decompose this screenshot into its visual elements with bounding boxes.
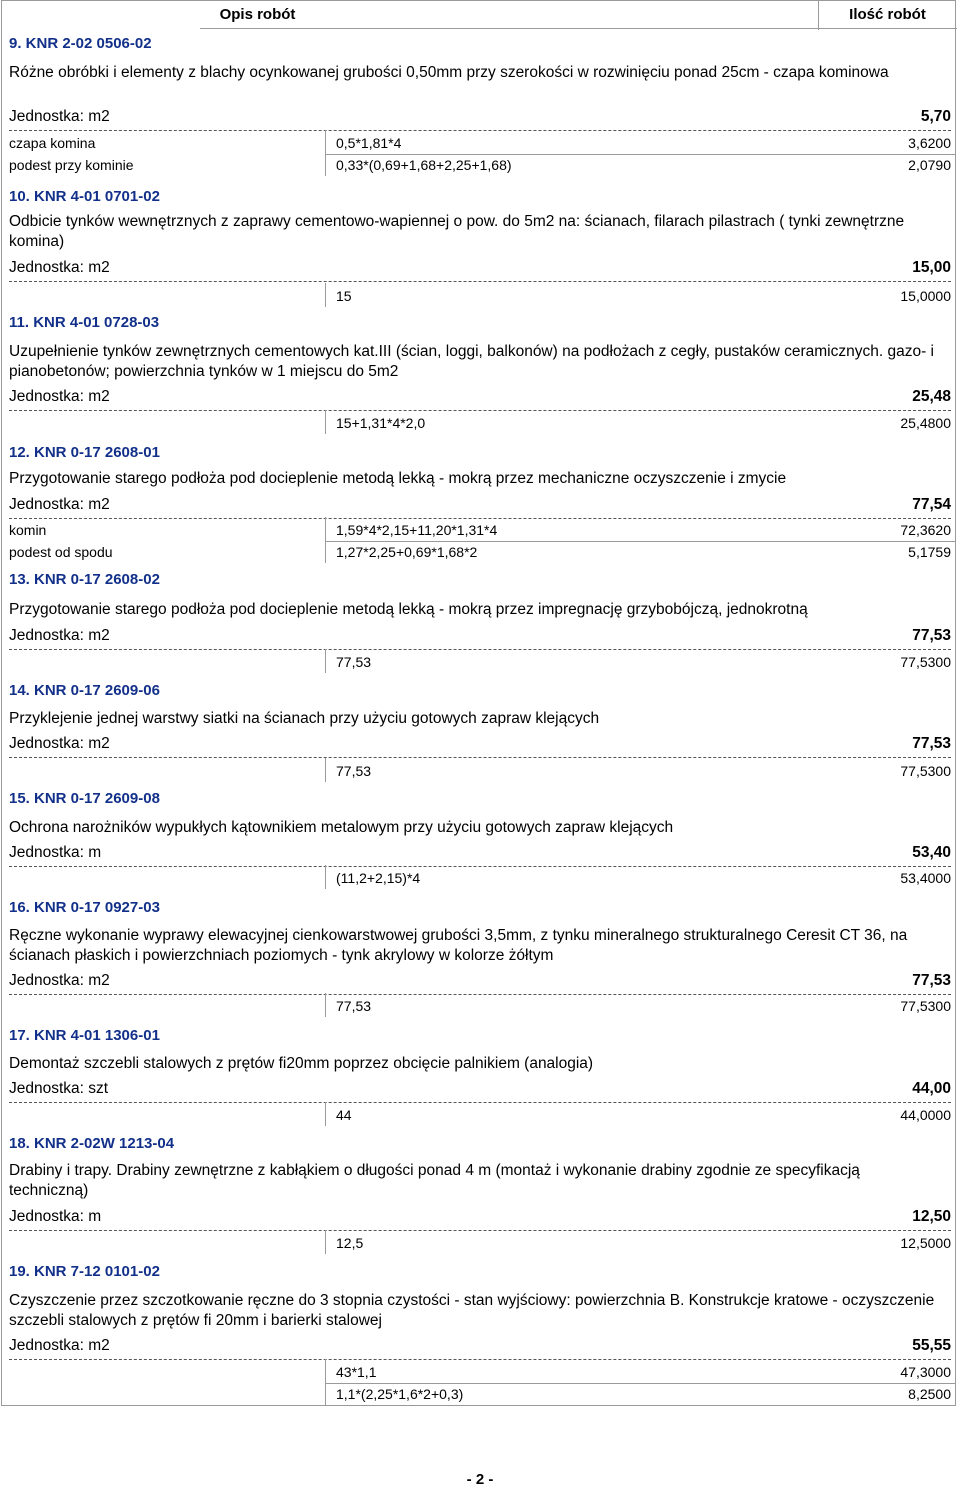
item-total: 53,40 xyxy=(912,844,951,861)
item-total: 5,70 xyxy=(920,108,951,125)
dotted-separator xyxy=(9,866,951,867)
item-unit-row xyxy=(9,258,951,278)
calc-result: 72,3620 xyxy=(900,522,951,538)
calc-label: podest od spodu xyxy=(9,544,113,560)
item-description: Drabiny i trapy. Drabiny zewnętrzne z kabłąkiem o długości ponad 4 m (montaż i wykonanie drabiny zgodnie ze specyfikacją techniczną) xyxy=(9,1162,860,1199)
item-description: Demontaż szczebli stalowych z prętów fi20mm poprzez obcięcie palnikiem (analogia) xyxy=(9,1055,594,1072)
calc-result: 53,4000 xyxy=(900,870,951,886)
item-unit-row xyxy=(9,1336,951,1356)
dotted-separator xyxy=(9,410,951,411)
item-code: 10. KNR 4-01 0701-02 xyxy=(9,188,160,205)
header-divider xyxy=(200,28,957,29)
item-unit: Jednostka: m2 xyxy=(9,1337,110,1354)
item-description: Różne obróbki i elementy z blachy ocynkowanej grubości 0,50mm przy szerokości w rozwinięciu ponad 25cm - czapa kominowa xyxy=(9,64,889,81)
item-unit-row xyxy=(9,387,951,407)
item-unit-row xyxy=(9,626,951,646)
item-code: 12. KNR 0-17 2608-01 xyxy=(9,444,160,461)
item-code: 16. KNR 0-17 0927-03 xyxy=(9,899,160,916)
calc-column-divider xyxy=(325,517,326,563)
calc-column-divider xyxy=(325,410,326,434)
calc-column-divider xyxy=(325,758,326,782)
calc-formula: 15+1,31*4*2,0 xyxy=(336,415,426,431)
column-header-ilosc: Ilość robót xyxy=(818,0,956,30)
calc-result: 47,3000 xyxy=(900,1364,951,1380)
item-description: Uzupełnienie tynków zewnętrznych cementowych kat.III (ścian, loggi, balkonów) na podłożach z cegły, pustaków ceramicznych. gazo- i pianobetonów; powierzchnia tynków w 1 miejscu do 5m2 xyxy=(9,343,934,380)
calc-formula: 1,27*2,25+0,69*1,68*2 xyxy=(336,544,478,560)
item-code: 15. KNR 0-17 2609-08 xyxy=(9,790,160,807)
item-total: 77,53 xyxy=(912,627,951,644)
item-code: 13. KNR 0-17 2608-02 xyxy=(9,571,160,588)
calc-formula: 77,53 xyxy=(336,998,372,1014)
item-code: 9. KNR 2-02 0506-02 xyxy=(9,35,152,52)
item-code: 11. KNR 4-01 0728-03 xyxy=(9,314,160,331)
item-unit: Jednostka: m xyxy=(9,1208,102,1225)
calc-formula: 0,33*(0,69+1,68+2,25+1,68) xyxy=(336,157,512,173)
item-unit: Jednostka: szt xyxy=(9,1080,109,1097)
calc-formula: 77,53 xyxy=(336,654,372,670)
item-unit-row xyxy=(9,1079,951,1099)
calc-result: 25,4800 xyxy=(900,415,951,431)
calc-result: 2,0790 xyxy=(908,157,951,173)
item-unit-row xyxy=(9,1207,951,1227)
page-number: - 2 - xyxy=(466,1471,494,1488)
item-unit: Jednostka: m2 xyxy=(9,972,110,989)
dotted-separator xyxy=(9,649,951,650)
item-code: 14. KNR 0-17 2609-06 xyxy=(9,682,160,699)
item-total: 12,50 xyxy=(912,1208,951,1225)
item-total: 77,54 xyxy=(912,496,951,513)
calc-column-divider xyxy=(325,865,326,889)
item-total: 25,48 xyxy=(912,388,951,405)
item-unit: Jednostka: m2 xyxy=(9,735,110,752)
item-description: Odbicie tynków wewnętrznych z zaprawy cementowo-wapiennej o pow. do 5m2 na: ścianach, filarach pilastrach ( tynki zewnętrzne komina) xyxy=(9,213,905,250)
calc-label: komin xyxy=(9,522,47,538)
calc-formula: 77,53 xyxy=(336,763,372,779)
item-unit: Jednostka: m2 xyxy=(9,496,110,513)
item-description: Czyszczenie przez szczotkowanie ręczne do 3 stopnia czystości - stan wyjściowy: powierzchnia B. Konstrukcje kratowe - oczyszczenie szczebli stalowych z prętów fi 20mm i barierki stalowej xyxy=(9,1292,935,1329)
dotted-separator xyxy=(9,1102,951,1103)
item-total: 77,53 xyxy=(912,735,951,752)
calc-column-divider xyxy=(325,1230,326,1254)
calc-formula: 44 xyxy=(336,1107,352,1123)
calc-formula: 15 xyxy=(336,288,352,304)
calc-column-divider xyxy=(325,1102,326,1126)
calc-result: 15,0000 xyxy=(900,288,951,304)
item-description: Przyklejenie jednej warstwy siatki na ścianach przy użyciu gotowych zapraw klejących xyxy=(9,710,600,727)
item-code: 18. KNR 2-02W 1213-04 xyxy=(9,1135,175,1152)
dotted-separator xyxy=(9,994,951,995)
calc-result: 44,0000 xyxy=(900,1107,951,1123)
calc-column-divider xyxy=(325,130,326,176)
item-unit-row xyxy=(9,843,951,863)
item-code: 19. KNR 7-12 0101-02 xyxy=(9,1263,160,1280)
item-unit: Jednostka: m2 xyxy=(9,108,110,125)
dotted-separator xyxy=(9,518,951,519)
calc-formula: 12,5 xyxy=(336,1235,364,1251)
item-total: 77,53 xyxy=(912,972,951,989)
item-unit: Jednostka: m2 xyxy=(9,627,110,644)
dotted-separator xyxy=(9,757,951,758)
calc-result: 77,5300 xyxy=(900,763,951,779)
dotted-separator xyxy=(9,130,951,131)
dotted-separator xyxy=(9,281,951,282)
item-code: 17. KNR 4-01 1306-01 xyxy=(9,1027,160,1044)
calc-result: 77,5300 xyxy=(900,654,951,670)
calc-row-divider xyxy=(325,1383,955,1384)
item-total: 44,00 xyxy=(912,1080,951,1097)
item-total: 15,00 xyxy=(912,259,951,276)
calc-column-divider xyxy=(325,1359,326,1405)
calc-formula: (11,2+2,15)*4 xyxy=(336,870,421,886)
calc-result: 3,6200 xyxy=(908,135,951,151)
calc-result: 8,2500 xyxy=(908,1386,951,1402)
dotted-separator xyxy=(9,1359,951,1360)
calc-label: podest przy kominie xyxy=(9,157,134,173)
calc-formula: 43*1,1 xyxy=(336,1364,377,1380)
calc-column-divider xyxy=(325,993,326,1017)
calc-column-divider xyxy=(325,649,326,673)
calc-result: 5,1759 xyxy=(908,544,951,560)
calc-formula: 1,1*(2,25*1,6*2+0,3) xyxy=(336,1386,464,1402)
calc-column-divider xyxy=(325,283,326,307)
calc-row-divider xyxy=(325,541,955,542)
calc-formula: 0,5*1,81*4 xyxy=(336,135,402,151)
calc-label: czapa komina xyxy=(9,135,96,151)
item-unit-row xyxy=(9,495,951,515)
item-total: 55,55 xyxy=(912,1337,951,1354)
item-unit: Jednostka: m xyxy=(9,844,102,861)
item-description: Przygotowanie starego podłoża pod docieplenie metodą lekką - mokrą przez impregnację grzybobójczą, jednokrotną xyxy=(9,601,808,618)
calc-result: 77,5300 xyxy=(900,998,951,1014)
item-unit-row xyxy=(9,107,951,127)
calc-formula: 1,59*4*2,15+11,20*1,31*4 xyxy=(336,522,498,538)
dotted-separator xyxy=(9,1230,951,1231)
item-unit: Jednostka: m2 xyxy=(9,259,110,276)
item-description: Przygotowanie starego podłoża pod docieplenie metodą lekką - mokrą przez mechaniczne oczyszczenie i zmycie xyxy=(9,470,787,487)
item-unit-row xyxy=(9,971,951,991)
calc-result: 12,5000 xyxy=(900,1235,951,1251)
item-description: Ręczne wykonanie wyprawy elewacyjnej cienkowarstwowej grubości 3,5mm, z tynku mineralnego strukturalnego Ceresit CT 36, na ścianach płaskich i powierzchniach poziomych - tynk akrylowy w kolorze żółtym xyxy=(9,927,908,964)
column-header-opis: Opis robót xyxy=(219,6,296,23)
calc-row-divider xyxy=(325,154,955,155)
item-description: Ochrona narożników wypukłych kątownikiem metalowym przy użyciu gotowych zapraw klejących xyxy=(9,819,674,836)
item-unit: Jednostka: m2 xyxy=(9,388,110,405)
item-unit-row xyxy=(9,734,951,754)
